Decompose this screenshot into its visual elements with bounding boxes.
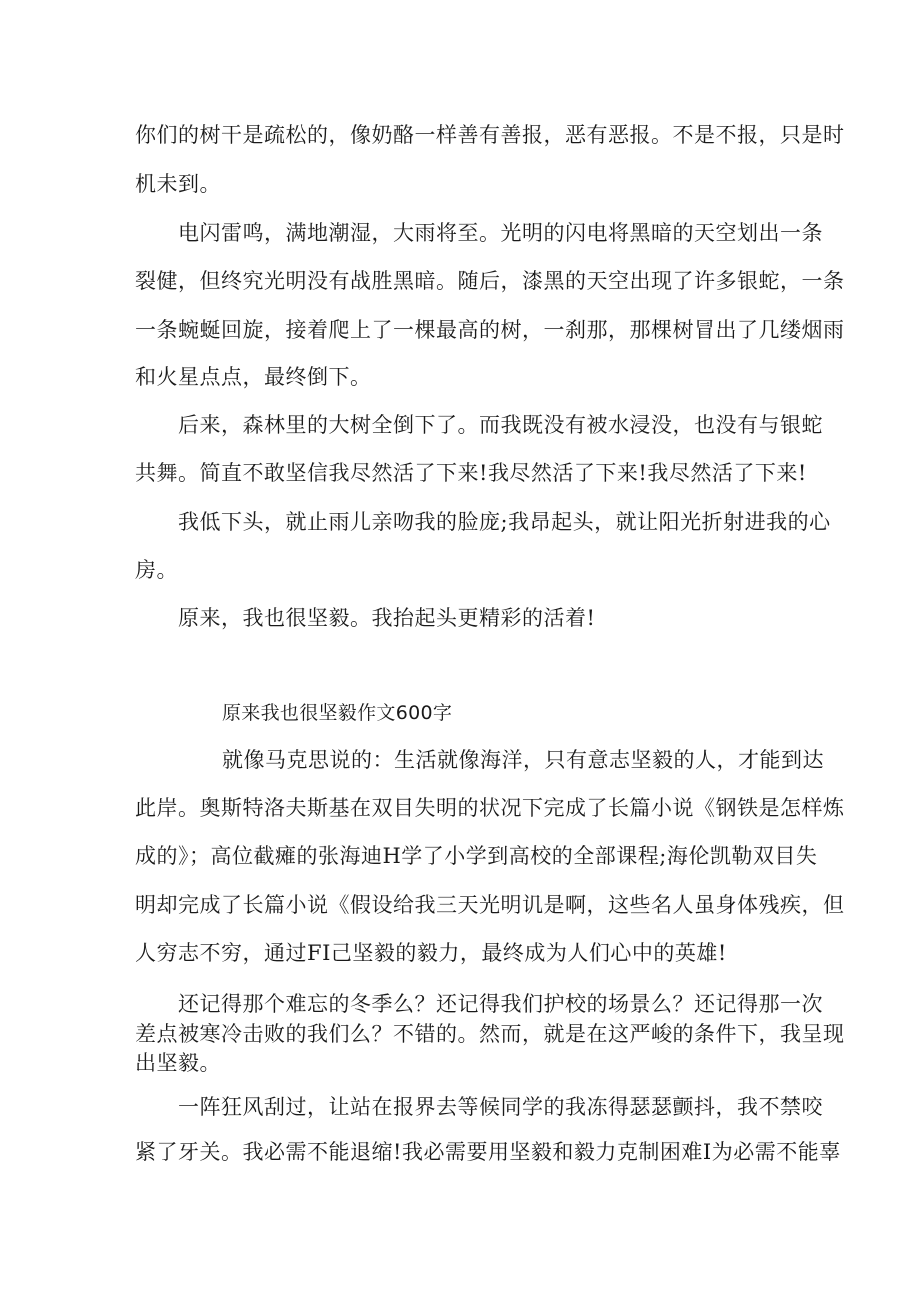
paragraph-3-line-2: 共舞。简直不敢坚信我尽然活了下来!我尽然活了下来!我尽然活了下来! — [135, 461, 807, 485]
paragraph-5-line-1: 原来，我也很坚毅。我抬起头更精彩的活着! — [178, 606, 596, 630]
paragraph-6-line-2: 此岸。奥斯特洛夫斯基在双目失明的状况下完成了长篇小说《钢铁是怎样炼 — [135, 796, 845, 820]
paragraph-1-line-1: 你们的树干是疏松的，像奶酪一样善有善报，恶有恶报。不是不报，只是时 — [135, 123, 845, 147]
paragraph-8-line-1: 一阵狂风刮过，让站在报界去等候同学的我冻得瑟瑟颤抖，我不禁咬 — [178, 1095, 823, 1119]
paragraph-6-line-1: 就像马克思说的：生活就像海洋，只有意志坚毅的人，才能到达 — [222, 748, 824, 772]
paragraph-4-line-2: 房。 — [135, 558, 178, 582]
paragraph-8-line-2: 紧了牙关。我必需不能退缩!我必需要用坚毅和毅力克制困难I为必需不能辜 — [135, 1140, 841, 1164]
essay-title: 原来我也很坚毅作文600字 — [222, 702, 453, 724]
paragraph-7-line-2: 差点被寒冷击败的我们么？不错的。然而，就是在这严峻的条件下，我呈现 — [135, 1022, 845, 1046]
paragraph-3-line-1: 后来，森林里的大树全倒下了。而我既没有被水浸没，也没有与银蛇 — [178, 413, 823, 437]
paragraph-1-line-2: 机未到。 — [135, 172, 221, 196]
paragraph-4-line-1: 我低下头，就止雨儿亲吻我的脸庞;我昂起头，就让阳光折射进我的心 — [178, 510, 831, 534]
paragraph-2-line-1: 电闪雷鸣，满地潮湿，大雨将至。光明的闪电将黑暗的天空划出一条 — [178, 221, 823, 245]
paragraph-7-line-3: 出坚毅。 — [135, 1051, 221, 1075]
paragraph-6-line-5: 人穷志不穷，通过FI己坚毅的毅力，最终成为人们心中的英雄! — [135, 941, 727, 965]
paragraph-6-line-3: 成的》；高位截瘫的张海迪H学了小学到高校的全部课程;海伦凯勒双目失 — [135, 844, 818, 868]
paragraph-2-line-4: 和火星点点，最终倒下。 — [135, 365, 372, 389]
paragraph-6-line-4: 明却完成了长篇小说《假设给我三天光明讥是啊，这些名人虽身体残疾，但 — [135, 893, 845, 917]
paragraph-7-line-1: 还记得那个难忘的冬季么？还记得我们护校的场景么？还记得那一次 — [178, 992, 823, 1016]
paragraph-2-line-2: 裂健，但终究光明没有战胜黑暗。随后，漆黑的天空出现了许多银蛇，一条 — [135, 269, 845, 293]
paragraph-2-line-3: 一条蜿蜒回旋，接着爬上了一棵最高的树，一刹那，那棵树冒出了几缕烟雨 — [135, 318, 845, 342]
